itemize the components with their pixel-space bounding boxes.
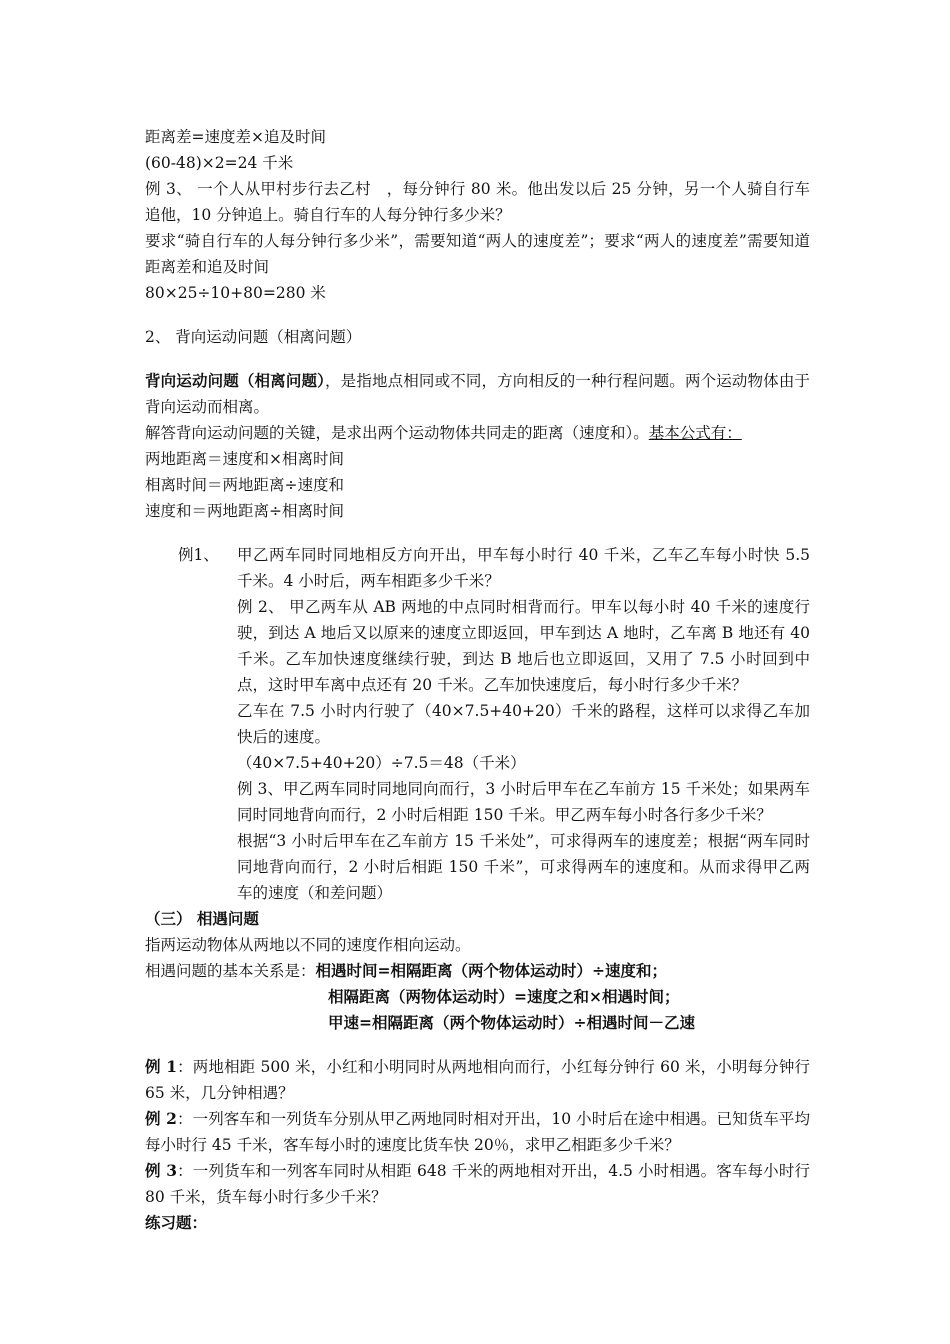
example-3-separation-analysis: 根据“3 小时后甲车在乙车前方 15 千米处”，可求得两车的速度差；根据“两车同时同地背向而行，2 小时后相距 150 千米”，可求得两车的速度和。从而求得甲乙两车的速度（和差问题） bbox=[237, 832, 810, 902]
formula-distance: 两地距离＝速度和×相离时间 bbox=[145, 450, 344, 468]
example-1-text: 甲乙两车同时同地相反方向开出，甲车每小时行 40 千米，乙车乙车每小时快 5.5 千米。4 小时后，两车相距多少千米？ bbox=[237, 546, 810, 590]
practice-example-3-label: 例 3 bbox=[145, 1161, 177, 1180]
formula-speed-sum: 速度和＝两地距离÷相离时间 bbox=[145, 502, 344, 520]
relation-3: 甲速=相隔距离（两个物体运动时）÷相遇时间－乙速 bbox=[328, 1013, 695, 1032]
relation-label: 相遇问题的基本关系是： bbox=[145, 962, 316, 980]
relation-2: 相隔距离（两物体运动时）=速度之和×相遇时间； bbox=[328, 987, 680, 1006]
section-2-heading: 2、 背向运动问题（相离问题） bbox=[145, 328, 362, 346]
practice-example-3-text: ：一列货车和一列客车同时从相距 648 千米的两地相对开出，4.5 小时相遇。客车每小时行 80 千米，货车每小时行多少千米？ bbox=[145, 1162, 810, 1206]
practice-example-1-label: 例 1 bbox=[145, 1057, 177, 1076]
section-3-intro: 指两运动物体从两地以不同的速度作相向运动。 bbox=[145, 936, 471, 954]
relation-1: 相遇时间=相隔距离（两个物体运动时）÷速度和； bbox=[315, 961, 667, 980]
practice-example-1-text: ：两地相距 500 米，小红和小明同时从两地相向而行，小红每分钟行 60 米，小明每分钟行 65 米，几分钟相遇？ bbox=[145, 1058, 810, 1102]
document-body bbox=[145, 124, 810, 1236]
example-3-solution: 80×25÷10+80=280 米 bbox=[145, 284, 326, 302]
definition-text: ，是指地点相同或不同，方向相反的一种行程问题。两个运动物体由于背向运动而相离。 bbox=[145, 372, 810, 416]
calc-line: (60-48)×2=24 千米 bbox=[145, 154, 294, 172]
section-2-definition bbox=[145, 368, 810, 420]
section-3-heading: （三） 相遇问题 bbox=[145, 909, 259, 928]
formula-time: 相离时间＝两地距离÷速度和 bbox=[145, 476, 344, 494]
practice-example-2-text: ：一列客车和一列货车分别从甲乙两地同时相对开出，10 小时后在途中相遇。已知货车平均每小时行 45 千米，客车每小时的速度比货车快 20％，求甲乙相距多少千米？ bbox=[145, 1110, 811, 1154]
example-3-pursuit: 例 3、 一个人从甲村步行去乙村 ，每分钟行 80 米。他出发以后 25 分钟，另一个人骑自行车追他，10 分钟追上。骑自行车的人每分钟行多少米？ bbox=[145, 180, 810, 224]
exercises-heading: 练习题： bbox=[145, 1213, 208, 1232]
basic-formula-label: 基本公式有： bbox=[648, 424, 742, 442]
example-2-solution-text: 乙车在 7.5 小时内行驶了（40×7.5+40+20）千米的路程，这样可以求得乙车加快后的速度。 bbox=[237, 702, 810, 746]
example-2-separation: 例 2、 甲乙两车从 AB 两地的中点同时相背而行。甲车以每小时 40 千米的速度行驶，到达 A 地后又以原来的速度立即返回，甲车到达 A 地时，乙车离 B 地还有 40 千米。乙车加快速度继续行驶，到达 B 地后也立即返回，又用了 7.5 小时回到中点，这时甲车离中点还有 20 千米。乙车加快速度后，每小时行多少千米？ bbox=[237, 598, 810, 694]
example-3-separation: 例 3、甲乙两车同时同地同向而行，3 小时后甲车在乙车前方 15 千米处；如果两车同时同地背向而行，2 小时后相距 150 千米。甲乙两车每小时各行多少千米？ bbox=[237, 780, 810, 824]
section-2-key-point bbox=[145, 420, 810, 446]
key-point-text: 解答背向运动问题的关键，是求出两个运动物体共同走的距离（速度和）。 bbox=[145, 424, 649, 442]
relation-line-1 bbox=[145, 958, 810, 984]
practice-example-2-label: 例 2 bbox=[145, 1109, 177, 1128]
example-1-label: 例1、 bbox=[178, 546, 219, 564]
definition-term: 背向运动问题（相离问题） bbox=[145, 371, 326, 390]
practice-example-1 bbox=[145, 1054, 810, 1106]
example-2-solution-calc: （40×7.5+40+20）÷7.5＝48（千米） bbox=[237, 754, 526, 772]
practice-example-3 bbox=[145, 1158, 810, 1210]
example-3-analysis: 要求“骑自行车的人每分钟行多少米”，需要知道“两人的速度差”；要求“两人的速度差”需要知道距离差和追及时间 bbox=[145, 232, 810, 276]
example-1-separation bbox=[145, 542, 810, 594]
formula-distance-difference: 距离差=速度差×追及时间 bbox=[145, 128, 326, 146]
practice-example-2 bbox=[145, 1106, 810, 1158]
